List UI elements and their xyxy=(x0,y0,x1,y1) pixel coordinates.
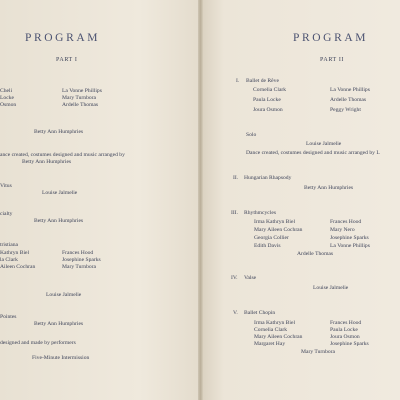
cast-name: Cornelia Clark xyxy=(253,87,287,93)
item-performer: Betty Ann Humphries xyxy=(304,185,354,191)
ensemble-name: Mary Nero xyxy=(330,227,355,233)
item-number: IV. xyxy=(231,275,238,281)
cast-name: La Vonne Phillips xyxy=(330,87,370,93)
ensemble-name: La Vonne Phillips xyxy=(330,243,370,249)
item-number: III. xyxy=(231,210,238,216)
item-title: Vitus xyxy=(0,183,12,189)
cast-name: Joura Osmon xyxy=(253,107,283,113)
ensemble-name: Ardelle Thomas xyxy=(297,251,334,257)
item-title: tristiana xyxy=(0,242,19,248)
item-number: V. xyxy=(233,310,238,316)
ensemble-name: Frances Hood xyxy=(330,219,362,225)
ensemble-name: Mary Aileen Cochran xyxy=(254,227,303,233)
cast-name: Peggy Wright xyxy=(330,107,361,113)
item-title: cialty xyxy=(0,211,13,217)
ensemble-name: Frances Hood xyxy=(330,320,362,326)
ensemble-name: Mary Turnbora xyxy=(62,264,97,270)
cast-name: Paula Locke xyxy=(253,97,281,103)
ensemble-name: Margaret Hay xyxy=(254,341,286,347)
ensemble-name: Josephine Sparks xyxy=(62,257,101,263)
left-part-label: PART I xyxy=(56,57,78,63)
ensemble-name: Aileen Cochran xyxy=(0,264,36,270)
item-title: Ballet de Rêve xyxy=(246,78,279,84)
right-heading: PROGRAM xyxy=(293,32,369,44)
credit-note: ance created, costumes designed and music arranged by xyxy=(0,152,125,158)
ensemble-name: Josephine Sparks xyxy=(330,341,369,347)
item-performer: Louise Jalmelie xyxy=(42,190,78,196)
item-title: Hungarian Rhapsody xyxy=(244,175,292,181)
ensemble-name: Paula Locke xyxy=(330,327,358,333)
cast-name: Locke xyxy=(0,95,14,101)
solo-note: Dance created, costumes designed and music arranged by L xyxy=(246,150,380,156)
item-performer: Louise Jalmelie xyxy=(313,285,349,291)
ensemble-name: Josephine Sparks xyxy=(330,235,369,241)
ensemble-name: Edith Davis xyxy=(254,243,281,249)
cast-name: Cheli xyxy=(0,88,13,94)
cast-name: La Vonne Phillips xyxy=(62,88,102,94)
credit-name: Betty Ann Humphries xyxy=(34,129,84,135)
ensemble-name: Cornelia Clark xyxy=(254,327,288,333)
solo-label: Solo xyxy=(246,132,257,138)
ensemble-name: Irma Kathryn Biel xyxy=(254,320,296,326)
intermission: Five-Minute Intermission xyxy=(32,355,90,361)
ensemble-name: Georgia Collier xyxy=(254,235,289,241)
item-performer: Betty Ann Humphries xyxy=(34,321,84,327)
item-title: Rhythmcycles xyxy=(244,210,277,216)
ensemble-name: Frances Hood xyxy=(62,250,94,256)
solo-dancer: Louise Jalmelie xyxy=(306,141,342,147)
item-note: designed and made by performers xyxy=(0,340,76,346)
credit-name: Betty Ann Humphries xyxy=(22,159,72,165)
cast-name: Ardelle Thomas xyxy=(62,102,99,108)
item-title: Ballet Chopin xyxy=(244,310,276,316)
item-performer: Louise Jalmelie xyxy=(46,292,82,298)
ensemble-name: Kathryn Biel xyxy=(0,250,30,256)
ensemble-name: Mary Aileen Cochran xyxy=(254,334,303,340)
cast-name: Ardelle Thomas xyxy=(330,97,367,103)
item-title: Pointes xyxy=(0,314,17,320)
item-number: II. xyxy=(233,175,239,181)
ensemble-name: la Clark xyxy=(0,257,18,263)
cast-name: Osmon xyxy=(0,102,17,108)
item-number: I. xyxy=(236,78,240,84)
item-performer: Betty Ann Humphries xyxy=(34,218,84,224)
item-title: Valse xyxy=(244,275,257,281)
ensemble-name: Joura Osmon xyxy=(330,334,360,340)
ensemble-name: Mary Turnbora xyxy=(301,349,336,355)
cast-name: Mary Turnbora xyxy=(62,95,97,101)
right-page xyxy=(200,0,400,400)
ensemble-name: Irma Kathryn Biel xyxy=(254,219,296,225)
left-heading: PROGRAM xyxy=(25,32,101,44)
book-gutter xyxy=(198,0,203,400)
right-part-label: PART II xyxy=(320,57,345,63)
